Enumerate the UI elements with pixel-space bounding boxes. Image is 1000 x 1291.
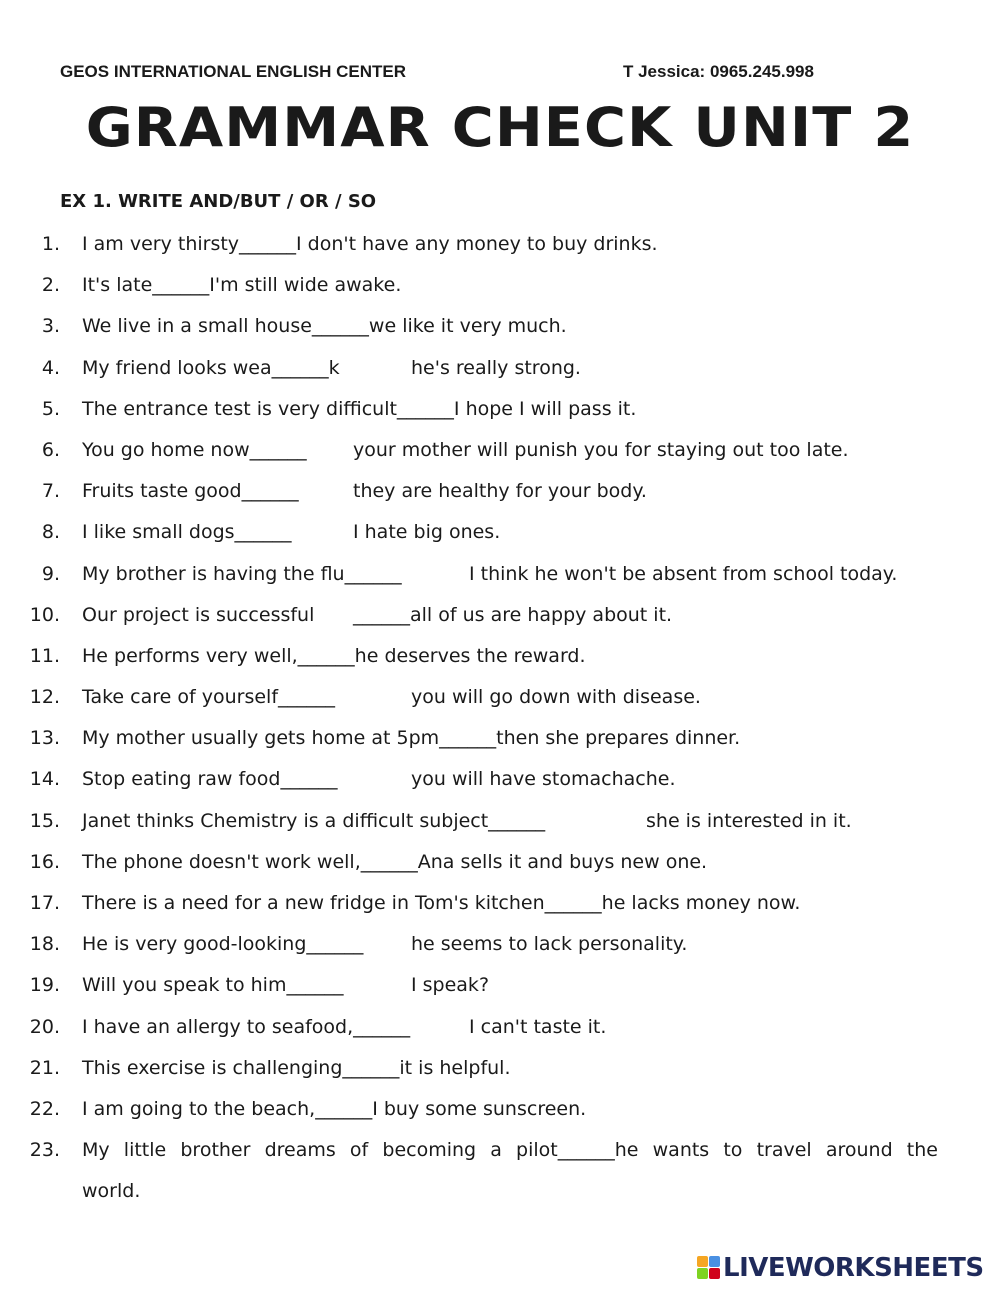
item-number: 10. — [29, 603, 60, 626]
item-number: 8. — [41, 521, 60, 544]
list-item — [0, 850, 1000, 891]
item-number: 22. — [29, 1097, 60, 1120]
item-text: My little brother dreams of becoming a pilot______he wants to travel around the — [82, 1139, 938, 1162]
item-text: You go home now______ — [82, 438, 307, 461]
item-text-continued: I think he won't be absent from school today. — [469, 562, 898, 585]
item-text: He is very good-looking______ — [82, 933, 364, 956]
item-text-continued: she is interested in it. — [646, 809, 852, 832]
item-text-continued: your mother will punish you for staying out too late. — [353, 438, 849, 461]
item-text: This exercise is challenging______it is helpful. — [82, 1056, 511, 1079]
item-number: 19. — [29, 974, 60, 997]
item-number: 21. — [29, 1056, 60, 1079]
list-item — [0, 1097, 1000, 1138]
item-number: 23. — [29, 1139, 60, 1162]
item-text-continued: you will go down with disease. — [411, 686, 701, 709]
item-text: Janet thinks Chemistry is a difficult subject______ — [82, 809, 546, 832]
item-text: We live in a small house______we like it very much. — [82, 315, 567, 338]
list-item — [0, 767, 1000, 808]
item-text: My brother is having the flu______ — [82, 562, 402, 585]
item-text: The phone doesn't work well,______Ana sells it and buys new one. — [82, 850, 708, 873]
item-number: 6. — [41, 438, 60, 461]
item-text: I have an allergy to seafood,______ — [82, 1015, 411, 1038]
item-number: 1. — [41, 233, 60, 255]
item-number: 9. — [41, 562, 60, 585]
list-item — [0, 397, 1000, 438]
list-item — [0, 562, 1000, 603]
item-number: 4. — [41, 356, 60, 379]
list-item — [0, 356, 1000, 397]
worksheet-header — [60, 62, 860, 84]
list-item — [0, 273, 1000, 314]
item-text-continued: they are healthy for your body. — [353, 480, 647, 503]
item-text: Stop eating raw food______ — [82, 768, 338, 791]
item-number: 14. — [29, 768, 60, 791]
item-text: Take care of yourself______ — [82, 686, 336, 709]
item-number: 7. — [41, 480, 60, 503]
item-text-continued: world. — [82, 1180, 141, 1203]
page-title: GRAMMAR CHECK UNIT 2 — [85, 96, 915, 159]
item-number: 18. — [29, 933, 60, 956]
item-text: There is a need for a new fridge in Tom's kitchen______he lacks money now. — [82, 892, 801, 914]
item-text: Fruits taste good______ — [82, 480, 299, 503]
list-item — [0, 644, 1000, 685]
item-number: 16. — [29, 850, 60, 873]
item-text: It's late______I'm still wide awake. — [82, 274, 402, 297]
list-item — [0, 479, 1000, 520]
list-item — [0, 232, 1000, 273]
item-number: 2. — [41, 274, 60, 297]
item-text: I am going to the beach,______I buy some sunscreen. — [82, 1097, 587, 1120]
list-item — [0, 809, 1000, 850]
list-item — [0, 973, 1000, 1014]
item-text-continued: ______all of us are happy about it. — [353, 603, 673, 626]
teacher-contact: T Jessica: 0965.245.998 — [623, 62, 814, 81]
item-text-continued: he seems to lack personality. — [411, 933, 688, 956]
item-text-continued: you will have stomachache. — [411, 768, 676, 791]
liveworksheets-logo-icon — [697, 1256, 721, 1280]
list-item — [0, 685, 1000, 726]
item-text: Will you speak to him______ — [82, 974, 344, 997]
item-number: 13. — [29, 727, 60, 750]
logo-text: LIVEWORKSHEETS — [723, 1253, 984, 1283]
list-item — [0, 314, 1000, 355]
item-number: 17. — [29, 892, 60, 914]
list-item — [0, 438, 1000, 479]
item-number: 5. — [41, 397, 60, 420]
list-item — [0, 891, 1000, 932]
item-text-continued: he's really strong. — [411, 356, 581, 379]
list-item — [0, 726, 1000, 767]
list-item — [0, 1138, 1000, 1220]
item-text: My friend looks wea______k — [82, 356, 340, 379]
school-name: GEOS INTERNATIONAL ENGLISH CENTER — [60, 62, 407, 81]
item-text: I am very thirsty______I don't have any money to buy drinks. — [82, 233, 658, 255]
item-number: 3. — [41, 315, 60, 338]
list-item — [0, 932, 1000, 973]
item-text: The entrance test is very difficult______I hope I will pass it. — [82, 397, 637, 420]
item-text: He performs very well,______he deserves the reward. — [82, 644, 586, 667]
exercise-list — [0, 232, 1000, 1220]
item-text-continued: I can't taste it. — [469, 1015, 607, 1038]
list-item — [0, 1015, 1000, 1056]
item-number: 11. — [29, 644, 60, 667]
list-item — [0, 603, 1000, 644]
list-item — [0, 1056, 1000, 1097]
item-number: 15. — [29, 809, 60, 832]
item-text-continued: I speak? — [411, 974, 490, 997]
item-text: Our project is successful — [82, 603, 315, 626]
item-text: My mother usually gets home at 5pm______then she prepares dinner. — [82, 727, 741, 750]
list-item — [0, 520, 1000, 561]
item-number: 12. — [29, 686, 60, 709]
item-text: I like small dogs______ — [82, 521, 292, 544]
exercise-title: EX 1. WRITE AND/BUT / OR / SO — [60, 191, 377, 212]
item-number: 20. — [29, 1015, 60, 1038]
item-text-continued: I hate big ones. — [353, 521, 501, 544]
